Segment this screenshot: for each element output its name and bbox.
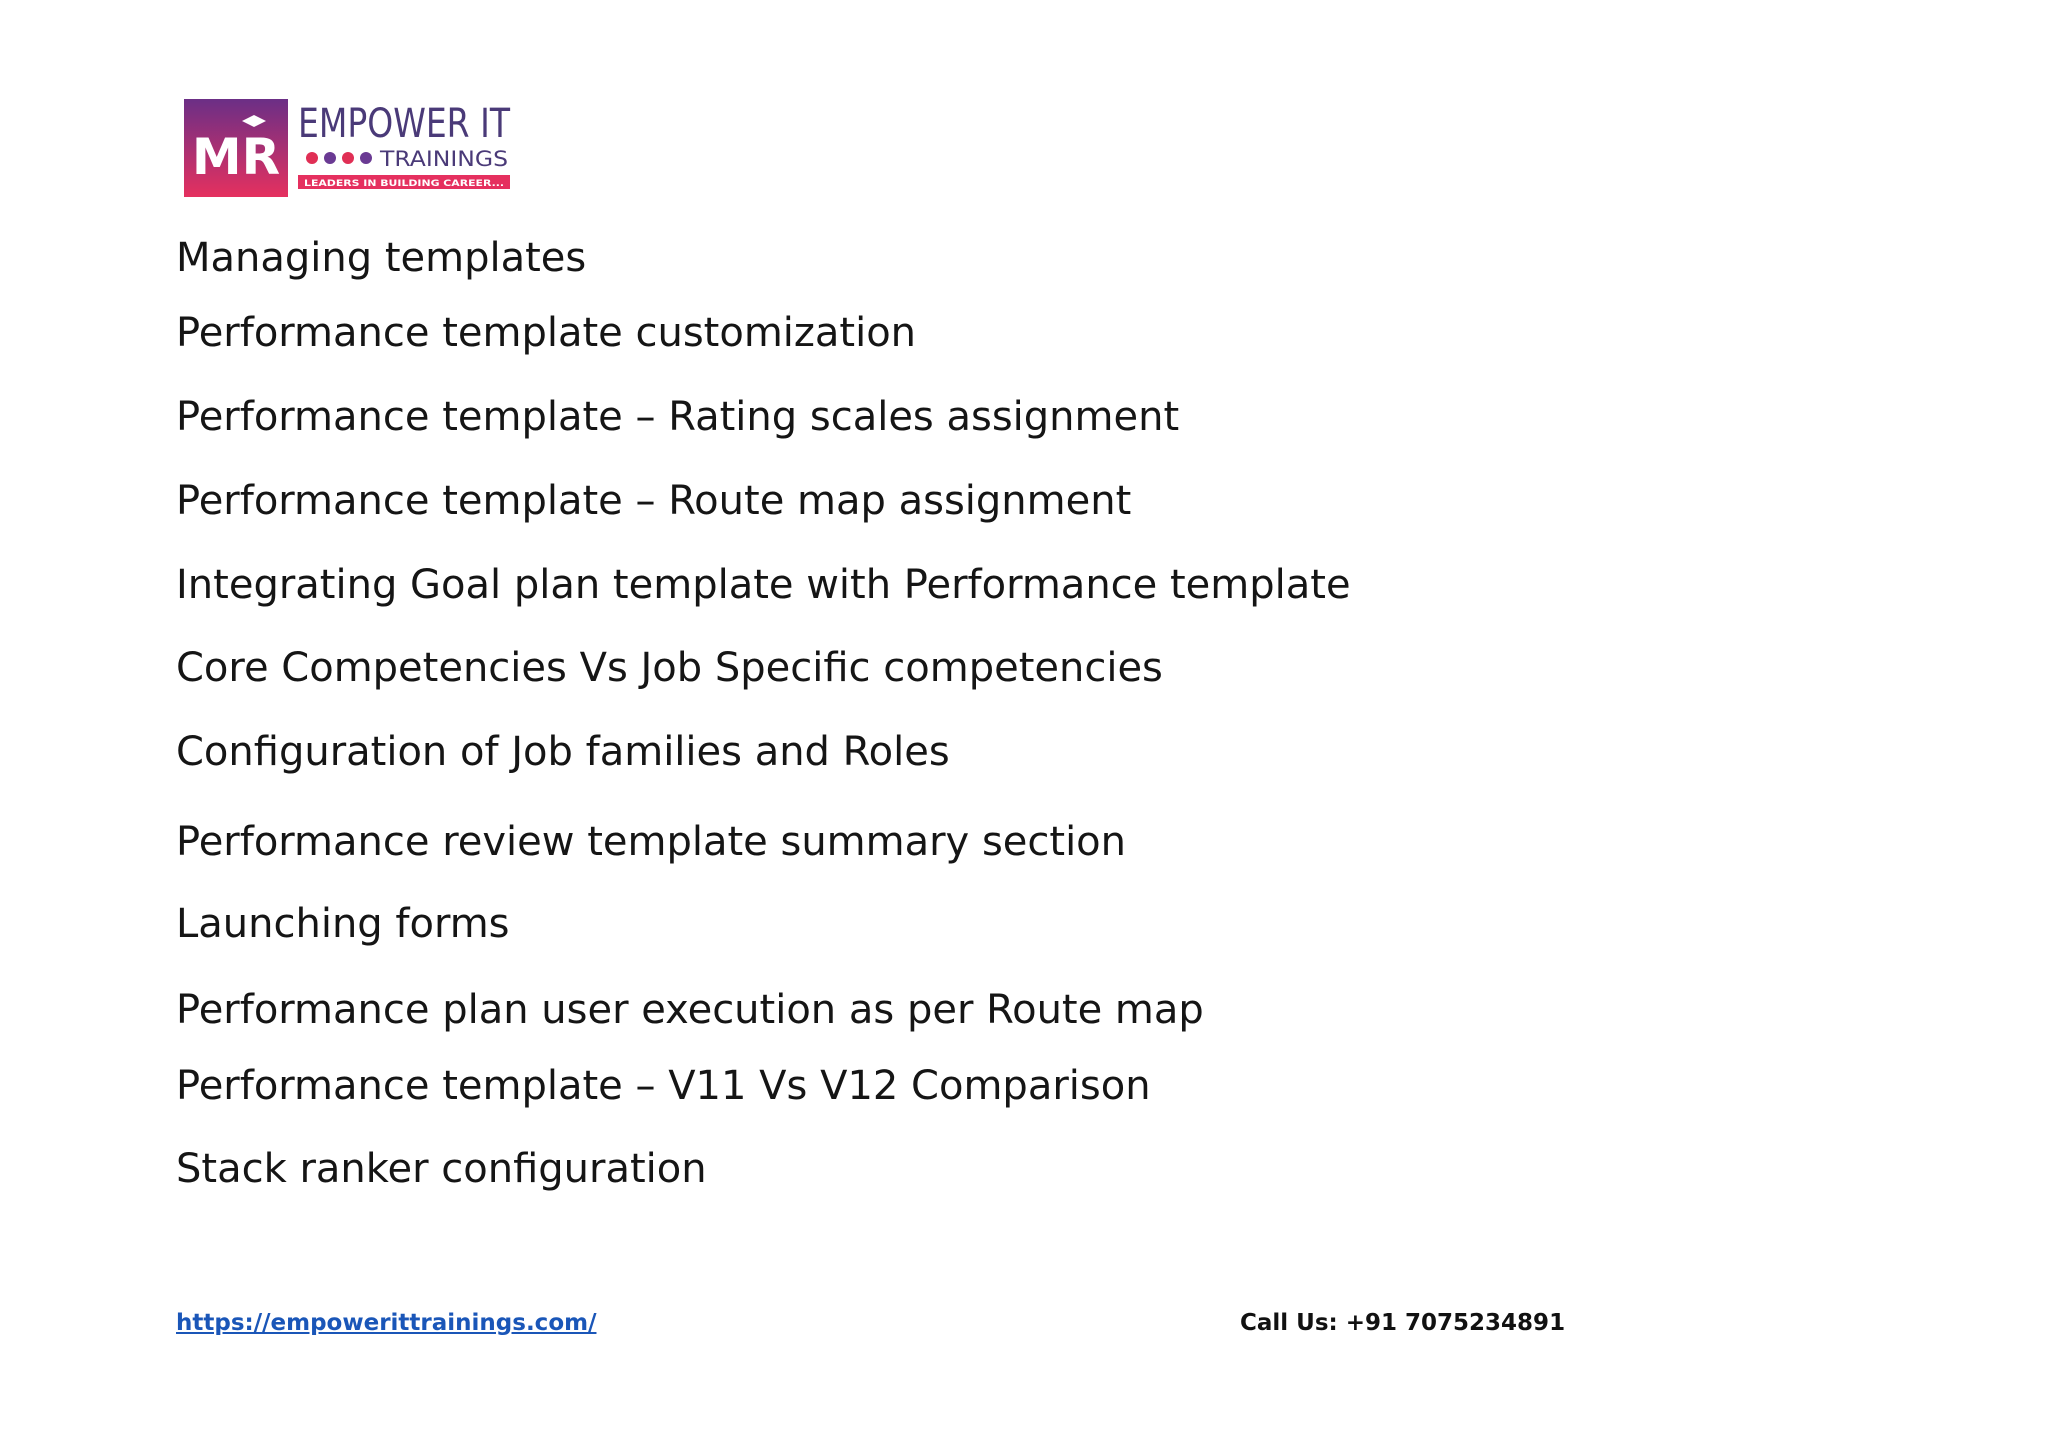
logo-brand-line1: EMPOWER IT [298,101,511,147]
logo-dot [360,152,372,164]
topic-item: Integrating Goal plan template with Performance template [176,562,1351,608]
topic-item: Performance template – Rating scales assignment [176,394,1180,440]
topic-item: Performance template – Route map assignment [176,478,1132,524]
topic-item: Configuration of Job families and Roles [176,729,950,775]
logo-dot [306,152,318,164]
logo-tagline: LEADERS IN BUILDING CAREER... [304,179,504,189]
topic-item: Stack ranker configuration [176,1146,707,1192]
logo-brand-line2: TRAININGS [378,147,508,171]
topic-item: Performance plan user execution as per Route map [176,987,1204,1033]
topic-item: Performance template customization [176,310,917,356]
logo-dot [342,152,354,164]
topic-item: Core Competencies Vs Job Specific competencies [176,645,1163,691]
logo-dot [324,152,336,164]
topic-item: Launching forms [176,901,510,947]
website-link[interactable]: https://empowerittrainings.com/ [176,1310,597,1336]
logo-monogram: MR [191,128,281,186]
topic-item: Managing templates [176,235,587,281]
phone-number: Call Us: +91 7075234891 [1240,1310,1566,1336]
company-logo [184,99,514,199]
topic-item: Performance template – V11 Vs V12 Comparison [176,1063,1151,1109]
topic-item: Performance review template summary section [176,819,1126,865]
